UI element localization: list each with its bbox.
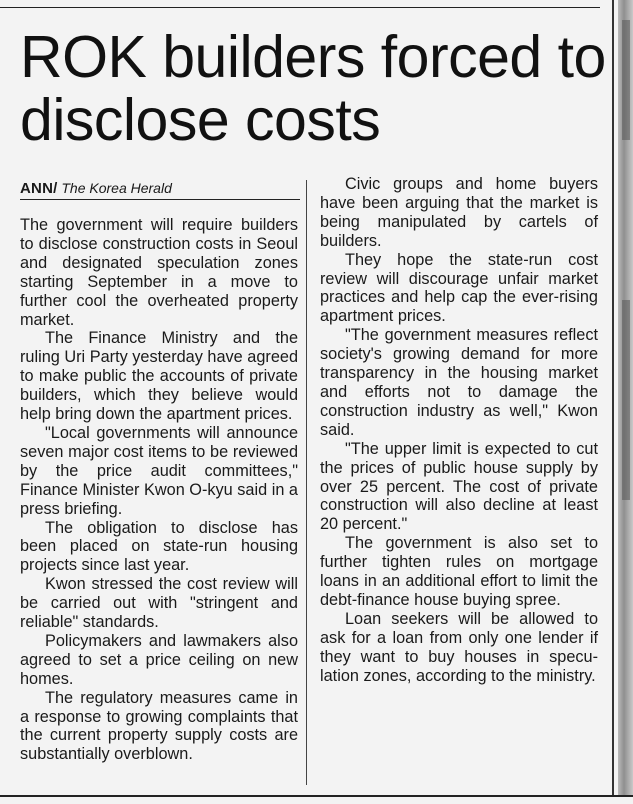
byline <box>20 179 300 198</box>
paragraph: Kwon stressed the cost review will be carried out with "stringent and reliable" standards. <box>20 575 298 632</box>
byline-rule <box>20 199 300 200</box>
bottom-rule <box>0 795 633 797</box>
paragraph: Policymakers and lawmakers also agreed to set a price ceiling on new homes. <box>20 631 298 688</box>
paragraph: "The upper limit is expected to cut the prices of public house supply by over 25 percent. The cost of private construction will also decline at least 20 percent." <box>320 439 598 534</box>
paragraph: The regulatory measures came in a response to growing complaints that the current property supply costs are substantially overblown. <box>20 688 298 764</box>
byline-source: ANN/ <box>20 180 58 197</box>
paragraph: Loan seekers will be allowed to ask for a loan from only one lender if they want to buy houses in speculation zones, according to the ministry. <box>320 609 598 685</box>
paragraph: Civic groups and home buyers have been arguing that the market is being manipulated by cartels of builders. <box>320 175 598 250</box>
headline: ROK builders forced to disclose costs <box>20 24 606 153</box>
byline-publication: The Korea Herald <box>61 180 172 196</box>
column-divider <box>306 180 307 785</box>
paragraph: They hope the state-run cost review will discourage unfair market practices and help cap the ever-rising apartment prices. <box>320 250 598 326</box>
paragraph: "Local governments will announce seven major cost items to be reviewed by the price audit committees," Finance Minister Kwon O-kyu said in a press briefing. <box>20 423 298 518</box>
paragraph: The obligation to disclose has been placed on state-run housing projects since last year. <box>20 518 298 575</box>
adjacent-page-text <box>622 300 630 500</box>
paragraph: "The government measures reflect society's growing demand for more transparency in the housing market and efforts not to damage the construction industry as well," Kwon said. <box>320 326 598 439</box>
page-edge-rule <box>612 0 614 795</box>
paragraph: The government will require builders to disclose construction costs in Seoul and designated speculation zones starting September in a move to further cool the overheated property market. <box>20 216 298 329</box>
right-column <box>320 175 598 685</box>
top-rule <box>0 7 600 8</box>
paragraph: The Finance Ministry and the ruling Uri Party yesterday have agreed to make public the accounts of private builders, which they believe would help bring down the apartment prices. <box>20 329 298 424</box>
adjacent-page-text <box>622 20 630 140</box>
left-column <box>20 216 298 764</box>
paragraph: The government is also set to further tighten rules on mortgage loans in an additional effort to limit the debt-finance house buying spree. <box>320 534 598 609</box>
